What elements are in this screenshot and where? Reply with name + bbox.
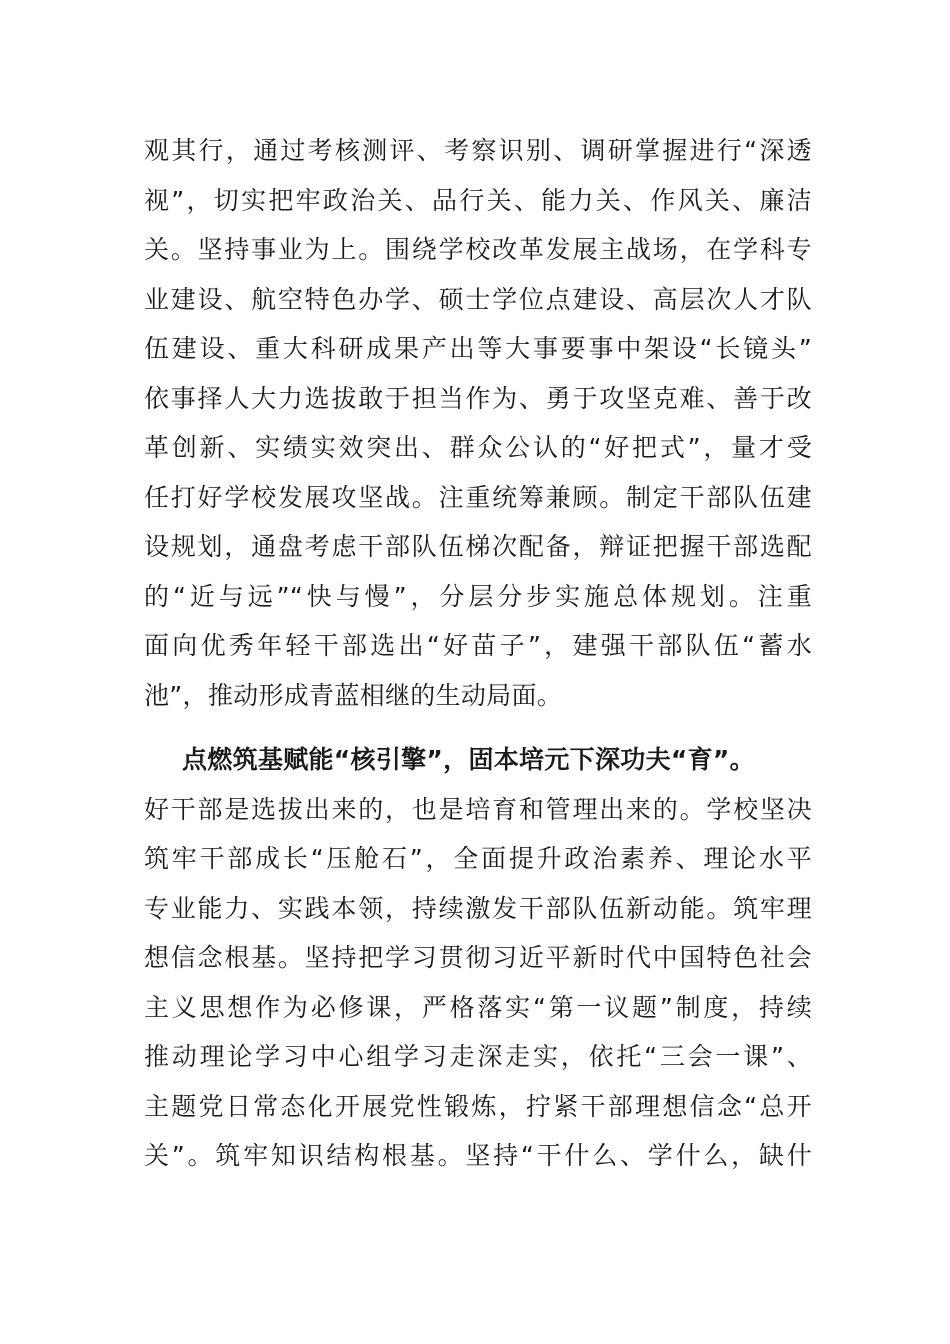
paragraph-line: 专业能力、实践本领，持续激发干部队伍新动能。筑牢理 — [144, 893, 812, 923]
paragraph-line: 主题党日常态化开展党性锻炼，拧紧干部理想信念“总开 — [144, 1091, 812, 1121]
paragraph-line: 关。坚持事业为上。围绕学校改革发展主战场，在学科专 — [144, 235, 812, 264]
paragraph-line: 面向优秀年轻干部选出“好苗子”，建强干部队伍“蓄水 — [144, 631, 812, 660]
paragraph-line: 业建设、航空特色办学、硕士学位点建设、高层次人才队 — [144, 284, 812, 314]
paragraph-line: 筑牢干部成长“压舱石”，全面提升政治素养、理论水平 — [144, 844, 812, 873]
paragraph-line: 依事择人大力选拔敢于担当作为、勇于攻坚克难、善于改 — [144, 383, 812, 413]
paragraph-line: 好干部是选拔出来的，也是培育和管理出来的。学校坚决 — [144, 794, 812, 824]
paragraph-line: 想信念根基。坚持把学习贯彻习近平新时代中国特色社会 — [144, 943, 812, 972]
paragraph-line: 伍建设、重大科研成果产出等大事要事中架设“长镜头” — [144, 334, 812, 363]
paragraph-2 — [144, 735, 812, 1181]
paragraph-line: 设规划，通盘考虑干部队伍梯次配备，辩证把握干部选配 — [144, 532, 812, 561]
paragraph-line: 任打好学校发展攻坚战。注重统筹兼顾。制定干部队伍建 — [144, 482, 812, 512]
section-heading: 点燃筑基赋能“核引擎”，固本培元下深功夫“育”。 — [182, 745, 755, 774]
paragraph-line: 观其行，通过考核测评、考察识别、调研掌握进行“深透 — [144, 136, 812, 165]
paragraph-1 — [144, 126, 812, 720]
paragraph-line: 的“近与远”“快与慢”，分层分步实施总体规划。注重 — [144, 581, 812, 611]
paragraph-line: 视”，切实把牢政治关、品行关、能力关、作风关、廉洁 — [144, 185, 812, 215]
paragraph-line: 关”。筑牢知识结构根基。坚持“干什么、学什么，缺什 — [144, 1141, 812, 1170]
paragraph-line: 主义思想作为必修课，严格落实“第一议题”制度，持续 — [144, 992, 812, 1022]
paragraph-line: 推动理论学习中心组学习走深走实，依托“三会一课”、 — [144, 1042, 812, 1071]
paragraph-line: 池”，推动形成青蓝相继的生动局面。 — [144, 680, 563, 710]
paragraph-line: 革创新、实绩实效突出、群众公认的“好把式”，量才受 — [144, 433, 812, 462]
